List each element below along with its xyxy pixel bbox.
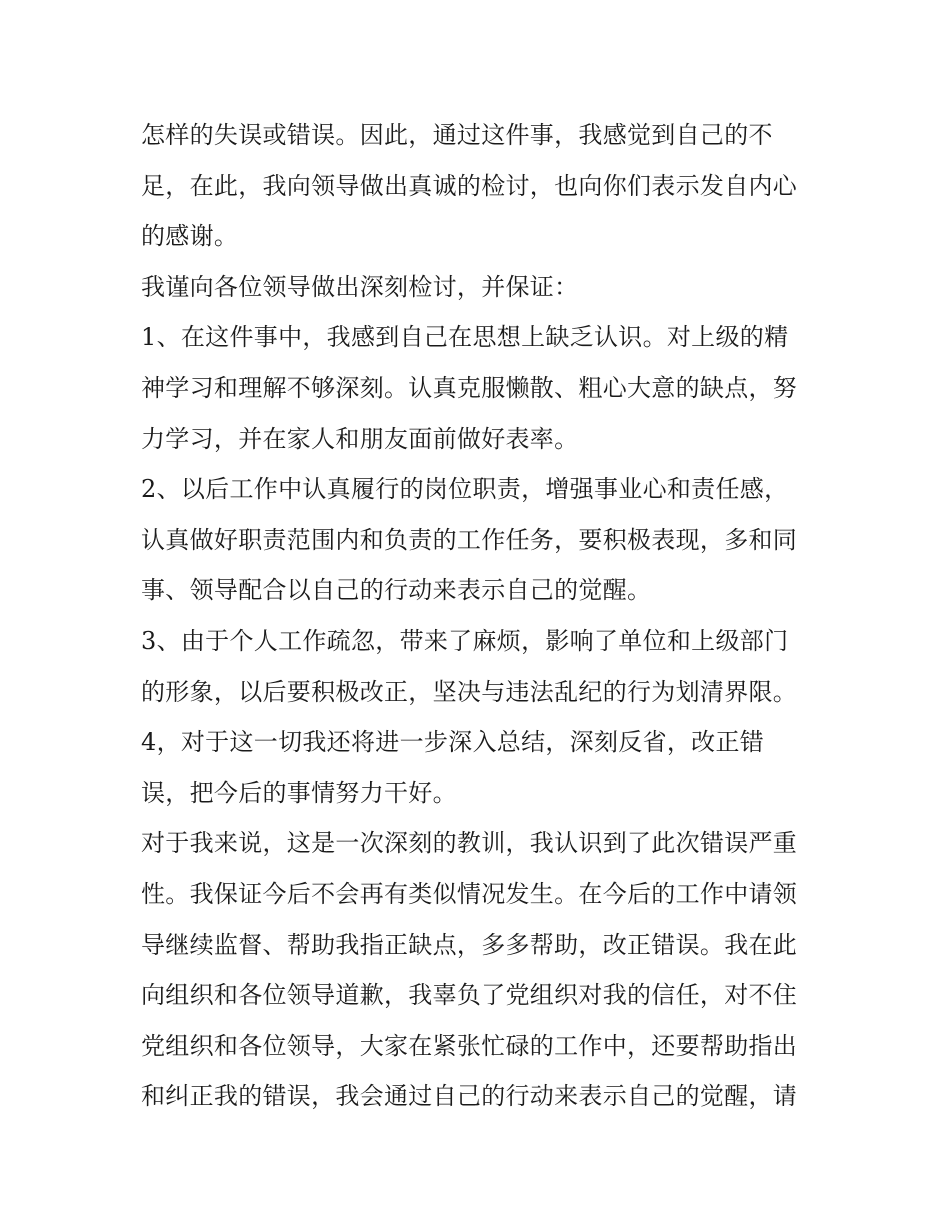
text-line: 事、领导配合以自己的行动来表示自己的觉醒。 (141, 576, 652, 605)
text-line: 和纠正我的错误，我会通过自己的行动来表示自己的觉醒，请 (141, 1082, 798, 1111)
text-line: 导继续监督、帮助我指正缺点，多多帮助，改正错误。我在此 (141, 930, 798, 959)
text-line: 我谨向各位领导做出深刻检讨，并保证： (141, 272, 579, 301)
text-line: 4，对于这一切我还将进一步深入总结，深刻反省，改正错 (141, 728, 765, 757)
text-line: 认真做好职责范围内和负责的工作任务，要积极表现，多和同 (141, 525, 798, 554)
text-line: 向组织和各位领导道歉，我辜负了党组织对我的信任，对不住 (141, 981, 798, 1010)
text-line: 党组织和各位领导，大家在紧张忙碌的工作中，还要帮助指出 (141, 1031, 798, 1060)
text-line: 对于我来说，这是一次深刻的教训，我认识到了此次错误严重 (141, 829, 798, 858)
text-line: 性。我保证今后不会再有类似情况发生。在今后的工作中请领 (141, 879, 798, 908)
text-line: 足，在此，我向领导做出真诚的检讨，也向你们表示发自内心 (141, 171, 798, 200)
text-line: 误，把今后的事情努力干好。 (141, 778, 457, 807)
text-line: 3、由于个人工作疏忽，带来了麻烦，影响了单位和上级部门 (141, 626, 789, 655)
text-line: 的形象，以后要积极改正，坚决与违法乱纪的行为划清界限。 (141, 677, 798, 706)
document-body (141, 110, 811, 1122)
text-line: 神学习和理解不够深刻。认真克服懒散、粗心大意的缺点，努 (141, 373, 798, 402)
text-line: 1、在这件事中，我感到自己在思想上缺乏认识。对上级的精 (141, 323, 789, 352)
text-line: 的感谢。 (141, 222, 239, 251)
text-line: 2、以后工作中认真履行的岗位职责，增强事业心和责任感， (141, 475, 789, 504)
text-line: 力学习，并在家人和朋友面前做好表率。 (141, 424, 579, 453)
text-line: 怎样的失误或错误。因此，通过这件事，我感觉到自己的不 (141, 121, 773, 149)
